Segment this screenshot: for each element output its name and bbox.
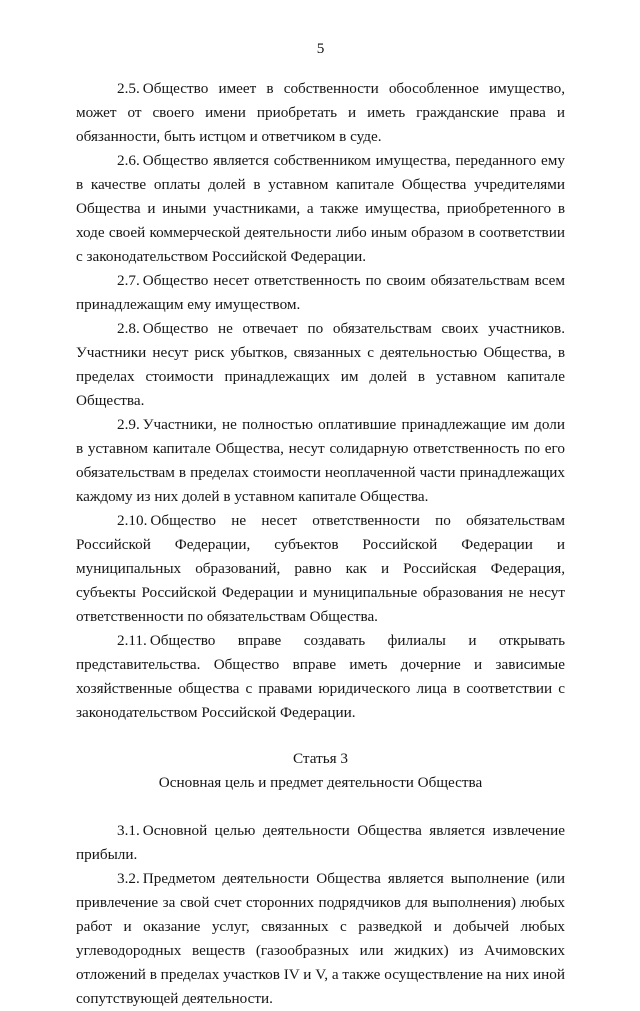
clause-text: Общество несет ответственность по своим обязательствам всем принадлежащим ему имуществом. <box>76 272 565 313</box>
clause-number: 2.8. <box>117 320 140 337</box>
clause-text: Участники, не полностью оплатившие принадлежащие им доли в уставном капитале Общества, несут солидарную ответственность по его обязательствам в пределах стоимости неоплаченной части принадлежащих каждому из них долей в уставном капитале Общества. <box>76 416 565 505</box>
clause-number: 2.6. <box>117 152 140 169</box>
clause-text: Общество не несет ответственности по обязательствам Российской Федерации, субъектов Российской Федерации и муниципальных образований, равно как и Российская Федерация, субъекты Российской Федерации и муниципальные образования не несут ответственности по обязательствам Общества. <box>76 512 565 625</box>
clause-paragraph <box>76 819 565 867</box>
clause-number: 2.10. <box>117 512 148 529</box>
page-number: 5 <box>316 40 325 57</box>
clause-paragraph <box>76 317 565 413</box>
clause-text: Общество не отвечает по обязательствам своих участников. Участники несут риск убытков, связанных с деятельностью Общества, в пределах стоимости принадлежащих им долей в уставном капитале Общества. <box>76 320 565 409</box>
clause-paragraph <box>76 509 565 629</box>
clause-paragraph <box>76 77 565 149</box>
clause-paragraph <box>76 269 565 317</box>
clause-paragraph <box>76 149 565 269</box>
clause-text: Предметом деятельности Общества является выполнение (или привлечение за свой счет сторонних подрядчиков для выполнения) любых работ и оказание услуг, связанных с разведкой и добычей любых углеводородных веществ (газообразных или жидких) из Ачимовских отложений в пределах участков IV и V, а также осуществление на них иной сопутствующей деятельности. <box>76 870 565 1007</box>
clause-number: 2.9. <box>117 416 140 433</box>
clause-number: 2.11. <box>117 632 147 649</box>
article-heading: Статья 3 <box>292 750 349 767</box>
article-title: Основная цель и предмет деятельности Общества <box>158 774 483 791</box>
clause-paragraph <box>76 867 565 1011</box>
clause-paragraph <box>76 413 565 509</box>
clause-number: 2.7. <box>117 272 140 289</box>
document-body <box>76 77 565 1011</box>
clause-paragraph <box>76 629 565 725</box>
clause-text: Основной целью деятельности Общества является извлечение прибыли. <box>76 822 565 863</box>
clause-text: Общество вправе создавать филиалы и открывать представительства. Общество вправе иметь дочерние и зависимые хозяйственные общества с правами юридического лица в соответствии с законодательством Российской Федерации. <box>76 632 565 721</box>
clause-number: 3.2. <box>117 870 140 887</box>
clause-text: Общество является собственником имущества, переданного ему в качестве оплаты долей в уставном капитале Общества учредителями Общества и иными участниками, а также имущества, приобретенного в ходе своей коммерческой деятельности либо иным образом в соответствии с законодательством Российской Федерации. <box>76 152 565 265</box>
clause-number: 3.1. <box>117 822 140 839</box>
clause-number: 2.5. <box>117 80 140 97</box>
clause-text: Общество имеет в собственности обособленное имущество, может от своего имени приобретать и иметь гражданские права и обязанности, быть истцом и ответчиком в суде. <box>76 80 565 145</box>
